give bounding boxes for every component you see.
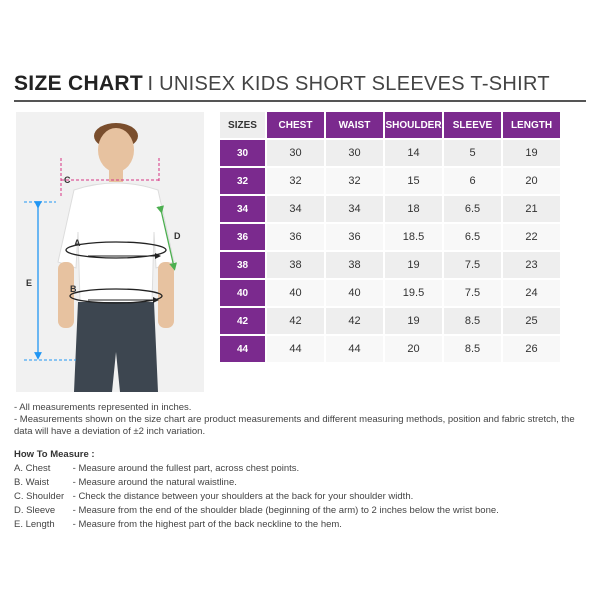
table-row	[220, 280, 560, 306]
waist-cell: 42	[326, 308, 383, 334]
chest-cell: 42	[267, 308, 324, 334]
waist-cell: 32	[326, 168, 383, 194]
table-header-row	[220, 112, 560, 138]
sleeve-cell: 6.5	[444, 224, 501, 250]
shorts-shape	[74, 302, 158, 392]
table-row	[220, 196, 560, 222]
howto-item	[14, 476, 499, 490]
length-cell: 20	[503, 168, 560, 194]
size-cell: 36	[220, 224, 265, 250]
howto-key: A. Chest	[14, 463, 51, 474]
note-line: - Measurements shown on the size chart are product measurements and different measuring methods, position and fabric stretch, the data will have a deviation of ±2 inch variation.	[14, 414, 575, 437]
length-cell: 19	[503, 140, 560, 166]
waist-cell: 36	[326, 224, 383, 250]
howto-item	[14, 490, 499, 504]
waist-cell: 30	[326, 140, 383, 166]
chest-cell: 36	[267, 224, 324, 250]
chest-cell: 34	[267, 196, 324, 222]
howto-desc: - Check the distance between your shoulders at the back for your shoulder width.	[72, 491, 414, 502]
label-b: B	[70, 284, 77, 294]
chest-cell: 38	[267, 252, 324, 278]
header-sleeve: SLEEVE	[444, 112, 501, 138]
length-cell: 26	[503, 336, 560, 362]
header-chest: CHEST	[267, 112, 324, 138]
notes	[14, 402, 594, 438]
left-arm	[58, 262, 74, 328]
table-row	[220, 336, 560, 362]
sleeve-cell: 7.5	[444, 252, 501, 278]
howto-list	[14, 462, 499, 532]
size-table	[218, 110, 562, 364]
label-c: C	[64, 175, 71, 185]
howto-desc: - Measure around the natural waistline.	[72, 477, 237, 488]
howto-key: B. Waist	[14, 477, 50, 488]
waist-cell: 38	[326, 252, 383, 278]
shoulder-cell: 15	[385, 168, 442, 194]
length-cell: 24	[503, 280, 560, 306]
right-arm	[158, 262, 174, 328]
waist-cell: 44	[326, 336, 383, 362]
length-cell: 22	[503, 224, 560, 250]
sleeve-cell: 6.5	[444, 196, 501, 222]
howto-desc: - Measure from the highest part of the back neckline to the hem.	[72, 519, 342, 530]
size-cell: 34	[220, 196, 265, 222]
length-cell: 23	[503, 252, 560, 278]
size-cell: 38	[220, 252, 265, 278]
head-shape	[98, 128, 134, 172]
model-figure	[16, 112, 204, 392]
label-a: A	[74, 238, 81, 248]
table-row	[220, 224, 560, 250]
howto-title: How To Measure :	[14, 449, 95, 460]
howto-key: C. Shoulder	[14, 491, 65, 502]
title-subtitle: I UNISEX KIDS SHORT SLEEVES T-SHIRT	[147, 73, 550, 95]
title-bold: SIZE CHART	[14, 72, 143, 95]
shoulder-cell: 18	[385, 196, 442, 222]
sleeve-cell: 6	[444, 168, 501, 194]
header-shoulder: SHOULDER	[385, 112, 442, 138]
sleeve-cell: 5	[444, 140, 501, 166]
shoulder-cell: 19.5	[385, 280, 442, 306]
chest-cell: 32	[267, 168, 324, 194]
model-illustration	[16, 112, 204, 392]
size-cell: 30	[220, 140, 265, 166]
table-row	[220, 252, 560, 278]
table-row	[220, 140, 560, 166]
sleeve-cell: 8.5	[444, 336, 501, 362]
header-length: LENGTH	[503, 112, 560, 138]
shoulder-cell: 14	[385, 140, 442, 166]
howto-item	[14, 504, 499, 518]
chest-cell: 44	[267, 336, 324, 362]
waist-cell: 40	[326, 280, 383, 306]
shoulder-cell: 19	[385, 308, 442, 334]
header-sizes: SIZES	[220, 112, 265, 138]
label-e: E	[26, 278, 33, 288]
size-cell: 42	[220, 308, 265, 334]
table-row	[220, 168, 560, 194]
howto-key: E. Length	[14, 519, 55, 530]
sleeve-cell: 7.5	[444, 280, 501, 306]
chest-cell: 30	[267, 140, 324, 166]
size-cell: 44	[220, 336, 265, 362]
shoulder-cell: 20	[385, 336, 442, 362]
length-cell: 25	[503, 308, 560, 334]
sleeve-cell: 8.5	[444, 308, 501, 334]
length-cell: 21	[503, 196, 560, 222]
howto-item	[14, 518, 499, 532]
shoulder-cell: 19	[385, 252, 442, 278]
howto-item	[14, 462, 499, 476]
note-line: - All measurements represented in inches.	[14, 402, 192, 413]
chest-cell: 40	[267, 280, 324, 306]
shoulder-cell: 18.5	[385, 224, 442, 250]
howto-desc: - Measure from the end of the shoulder blade (beginning of the arm) to 2 inches below the wrist bone.	[72, 505, 499, 516]
size-cell: 32	[220, 168, 265, 194]
header-waist: WAIST	[326, 112, 383, 138]
label-d: D	[174, 231, 181, 241]
title-divider	[14, 100, 586, 102]
size-cell: 40	[220, 280, 265, 306]
howto-desc: - Measure around the fullest part, across chest points.	[72, 463, 300, 474]
waist-cell: 34	[326, 196, 383, 222]
table-row	[220, 308, 560, 334]
howto-key: D. Sleeve	[14, 505, 56, 516]
page-title	[14, 72, 586, 96]
